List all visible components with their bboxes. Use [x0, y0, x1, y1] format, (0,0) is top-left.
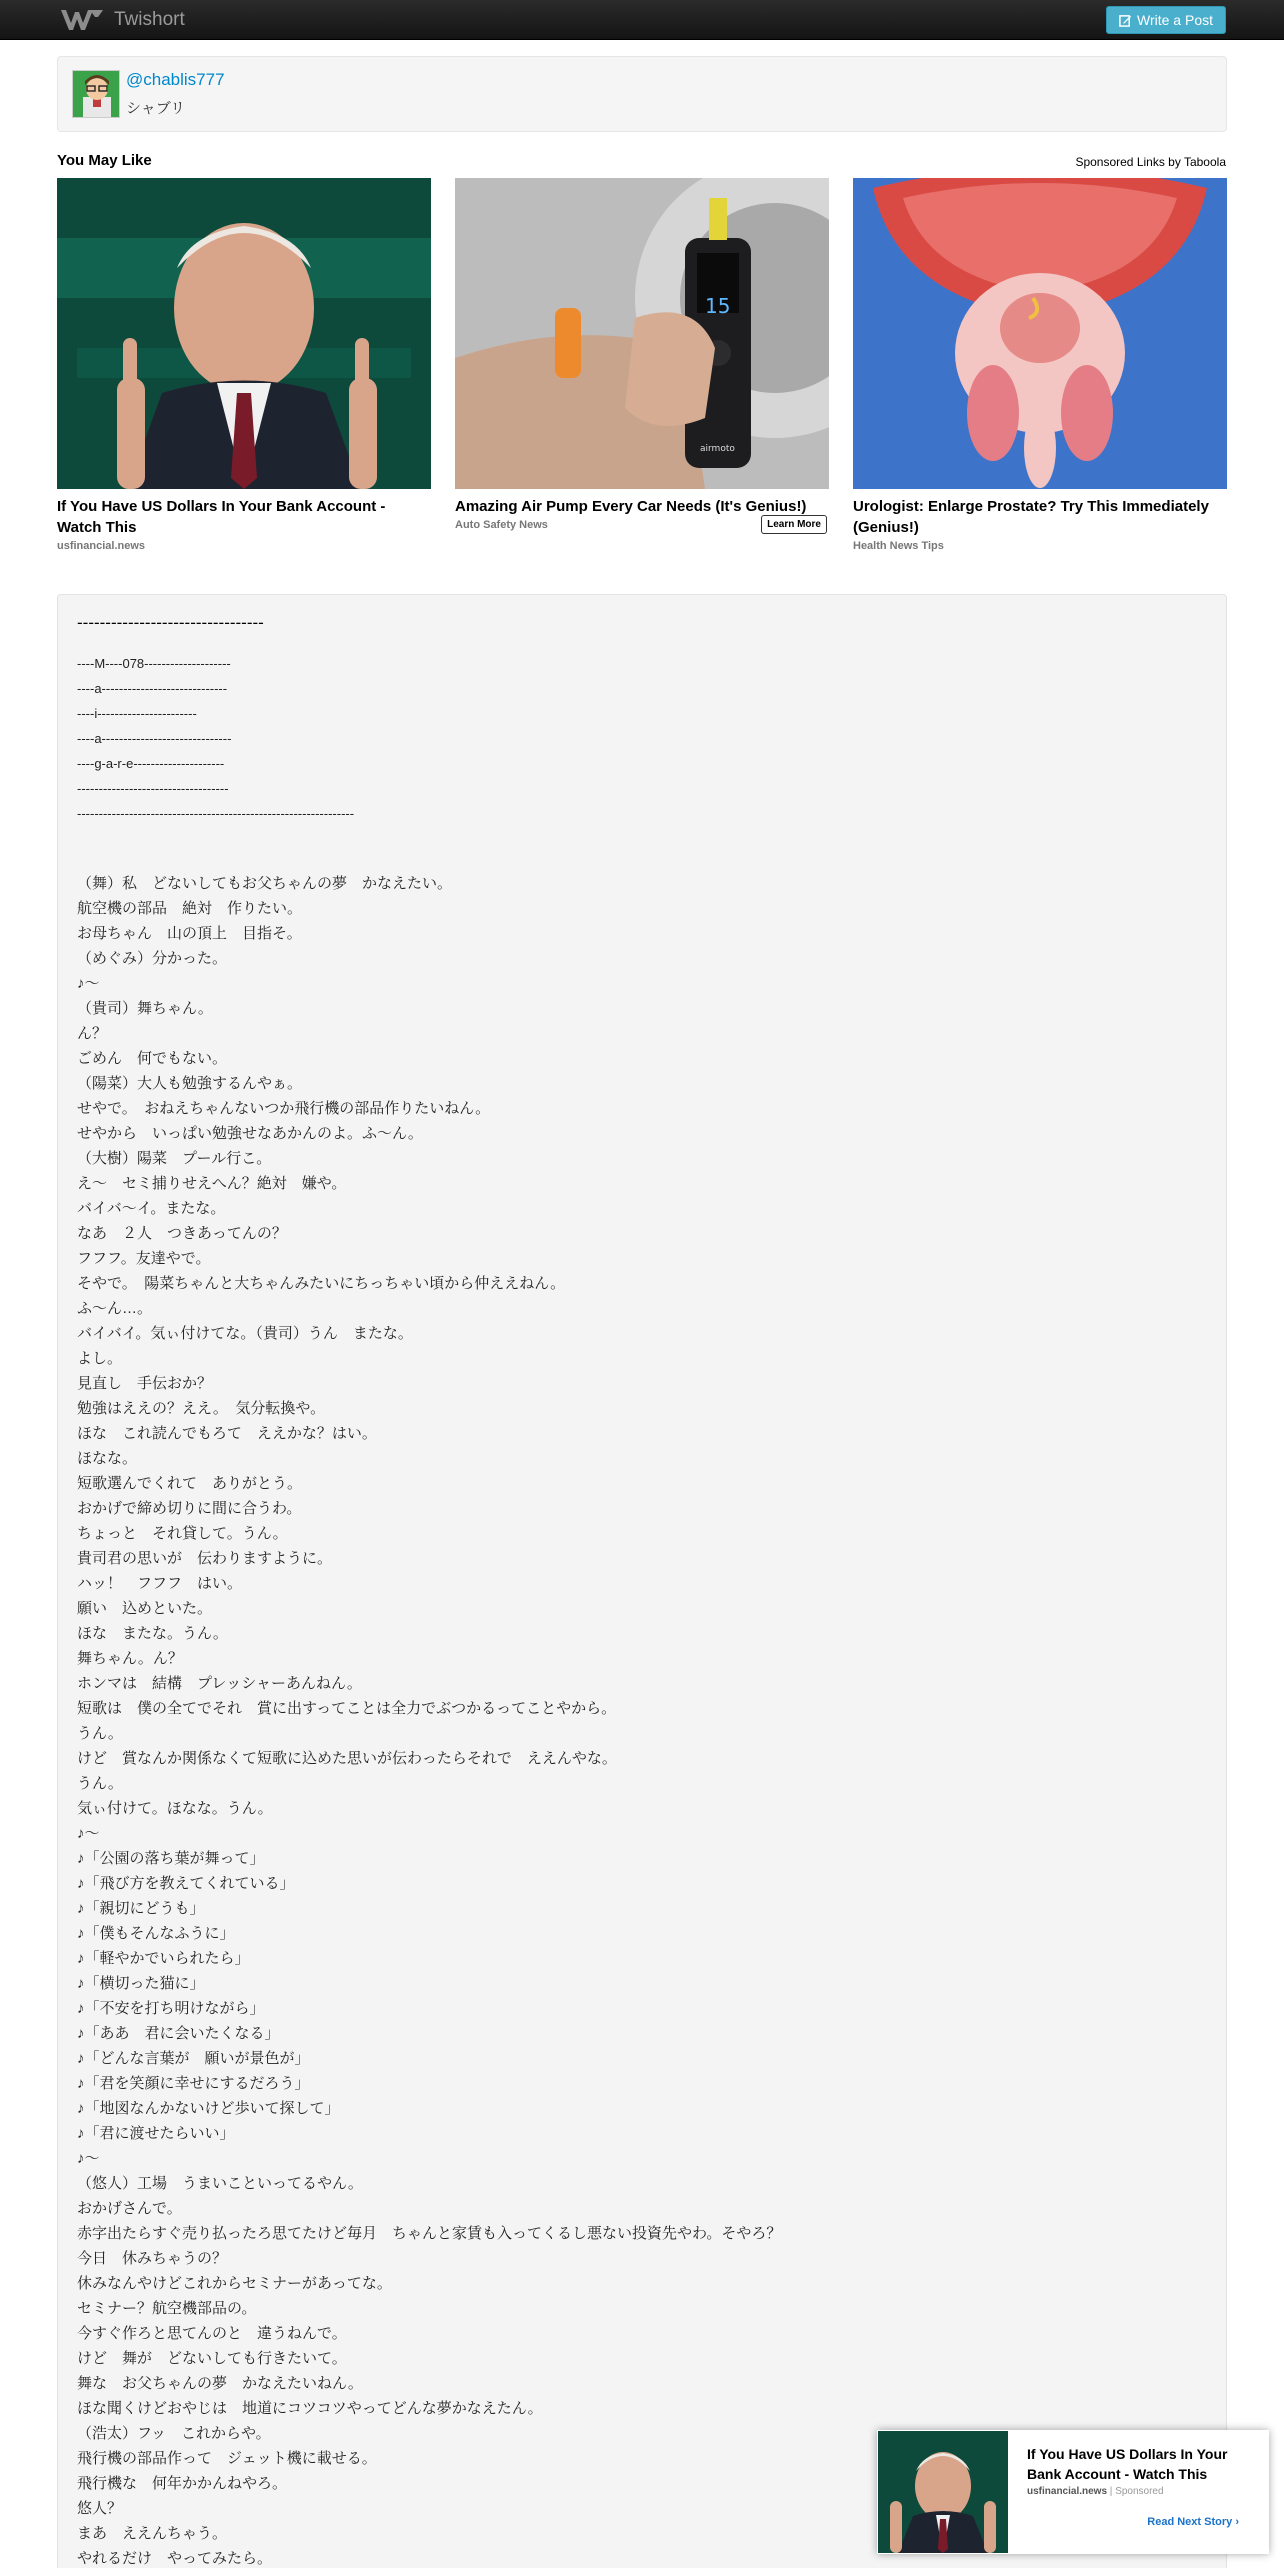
post-line: 飛行機な 何年かかんねやろ。 — [77, 2475, 288, 2492]
post-line: （舞）私 どないしてもお父ちゃんの夢 かなえたい。 — [77, 875, 453, 892]
post-line: ♪～ — [77, 1825, 100, 1842]
post-line: 今日 休みちゃうの？ — [77, 2250, 228, 2267]
post-line: ♪「地図なんかないけど歩いて探して」 — [77, 2100, 340, 2117]
post-line: ♪「僕もそんなふうに」 — [77, 1925, 235, 1942]
post-header-line: ----M----078-------------------- — [77, 656, 231, 671]
recommendation-image[interactable] — [455, 178, 829, 489]
recommendation-source: usfinancial.news — [57, 540, 146, 552]
post-line: セミナー？航空機部品の。 — [77, 2300, 257, 2317]
post-line: ♪「軽やかでいられたら」 — [77, 1950, 250, 1967]
post-line: ほな これ読んでもろて ええかな？はい。 — [77, 1425, 377, 1442]
post-line: ん？ — [77, 1025, 108, 1042]
avatar[interactable] — [72, 70, 120, 118]
post-line: 休みなんやけどこれからセミナーがあってな。 — [77, 2275, 392, 2292]
post-line: ♪～ — [77, 975, 100, 992]
edit-icon — [1119, 14, 1132, 27]
post-header-line: ----------------------------------- — [77, 781, 229, 796]
post-line: 今すぐ作ろと思てんのと 違うねんで。 — [77, 2325, 347, 2342]
post-line: ホンマは 結構 プレッシャーあんねん。 — [77, 1675, 362, 1692]
post-line: 願い 込めといた。 — [77, 1600, 213, 1617]
post-header-line: ----i----------------------- — [77, 706, 197, 721]
learn-more-button[interactable]: Learn More — [761, 515, 827, 534]
post-line: けど 賞なんか関係なくて短歌に込めた思いが伝わったらそれで ええんやな。 — [77, 1750, 617, 1767]
recommendation-title[interactable]: If You Have US Dollars In Your Bank Account - Watch This — [57, 498, 386, 536]
post-line: うん。 — [77, 1775, 123, 1792]
recommendation-title[interactable]: Amazing Air Pump Every Car Needs (It's Genius!) — [455, 498, 807, 515]
post-line: え～ セミ捕りせえへん？絶対 嫌や。 — [77, 1175, 347, 1192]
author-username[interactable]: @chablis777 — [126, 70, 225, 89]
post-line: フフフ。友達やで。 — [77, 1250, 211, 1267]
post-line: ♪「飛び方を教えてくれている」 — [77, 1875, 295, 1892]
post-line: やれるだけ やってみたら。 — [77, 2550, 273, 2567]
post-line: 見直し 手伝おか？ — [77, 1375, 213, 1392]
recommendation-source: Auto Safety News — [455, 519, 548, 531]
post-line: （大樹）陽菜 プール行こ。 — [77, 1150, 272, 1167]
recommendation-source: Health News Tips — [853, 540, 944, 552]
post-line: ハッ！ フフフ はい。 — [77, 1575, 243, 1592]
post-text — [77, 871, 781, 2568]
post-line: ♪「どんな言葉が 願いが景色が」 — [77, 2050, 310, 2067]
post-header-line: ----a----------------------------- — [77, 681, 228, 696]
recommendation-card[interactable] — [853, 178, 1227, 552]
post-line: ふ～ん…。 — [77, 1300, 153, 1317]
post-line: 短歌は 僕の全てでそれ 賞に出すってことは全力でぶつかるってことやから。 — [77, 1700, 617, 1717]
post-line: （めぐみ）分かった。 — [77, 950, 228, 967]
post-dash-line: --------------------------------- — [77, 613, 264, 632]
post-header-lines — [77, 651, 354, 826]
post-line: そやで。 陽菜ちゃんと大ちゃんみたいにちっちゃい頃から仲ええねん。 — [77, 1275, 566, 1292]
post-line: ほな またな。うん。 — [77, 1625, 228, 1642]
next-story-source-name: usfinancial.news — [1027, 2486, 1108, 2497]
post-line: 飛行機の部品作って ジェット機に載せる。 — [77, 2450, 377, 2467]
recommendation-card[interactable] — [455, 178, 829, 531]
next-story-image[interactable] — [878, 2431, 1008, 2553]
recommendation-image[interactable] — [57, 178, 431, 489]
post-header-line: ----g-a-r-e--------------------- — [77, 756, 225, 771]
brand-link[interactable] — [60, 6, 185, 34]
post-line: ♪「親切にどうも」 — [77, 1900, 205, 1917]
post-header-line: ---------------------------------------------------------------- — [77, 806, 355, 821]
post-line: ほなな。 — [77, 1450, 138, 1467]
write-post-button[interactable] — [1106, 6, 1226, 34]
post-line: なあ ２人 つきあってんの？ — [77, 1225, 287, 1242]
post-line: （浩太）フッ これからや。 — [77, 2425, 271, 2442]
chevron-right-icon: › — [1235, 2516, 1239, 2528]
post-line: ♪「不安を打ち明けながら」 — [77, 2000, 265, 2017]
post-line: うん。 — [77, 1725, 123, 1742]
pump-display-readout: 15 — [705, 294, 731, 318]
post-line: 舞な お父ちゃんの夢 かなえたいねん。 — [77, 2375, 363, 2392]
post-line: （陽菜）大人も勉強するんやぁ。 — [77, 1075, 303, 1092]
post-line: 貴司君の思いが 伝わりますように。 — [77, 1550, 333, 1567]
author-card — [57, 56, 1227, 132]
post-line: ♪「公園の落ち葉が舞って」 — [77, 1850, 265, 1867]
post-line: 赤字出たらすぐ売り払ったろ思てたけど毎月 ちゃんと家賃も入ってくるし悪ない投資先やわ。そやろ？ — [77, 2225, 782, 2242]
post-line: ♪「君を笑顔に幸せにするだろう」 — [77, 2075, 310, 2092]
taboola-sponsor-link[interactable]: Sponsored Links by Taboola — [1075, 155, 1226, 169]
author-display-name: シャブリ — [126, 100, 186, 117]
post-line: 短歌選んでくれて ありがとう。 — [77, 1475, 303, 1492]
next-story-sponsored: Sponsored — [1115, 2486, 1164, 2497]
post-line: ごめん 何でもない。 — [77, 1050, 228, 1067]
write-post-label: Write a Post — [1137, 12, 1213, 28]
post-line: ♪「君に渡せたらいい」 — [77, 2125, 235, 2142]
next-story-separator: | — [1107, 2486, 1116, 2497]
post-line: けど 舞が どないしても行きたいて。 — [77, 2350, 347, 2367]
next-story-title[interactable]: If You Have US Dollars In Your Bank Account - Watch This — [1027, 2446, 1228, 2482]
post-line: （悠人）工場 うまいこといってるやん。 — [77, 2175, 363, 2192]
post-line: 勉強はええの？ええ。 気分転換や。 — [77, 1400, 326, 1417]
post-body — [57, 594, 1227, 2568]
post-line: お母ちゃん 山の頂上 目指そ。 — [77, 925, 302, 942]
recommendations-title: You May Like — [57, 152, 152, 169]
post-line: おかげで締め切りに間に合うわ。 — [77, 1500, 302, 1517]
next-story-widget[interactable] — [877, 2430, 1269, 2554]
post-line: ♪「ああ 君に会いたくなる」 — [77, 2025, 280, 2042]
pump-brand-label: airmoto — [700, 444, 735, 454]
read-next-story-label: Read Next Story — [1147, 2516, 1233, 2528]
top-navbar — [0, 0, 1284, 40]
post-line: 気ぃ付けて。ほなな。うん。 — [77, 1800, 273, 1817]
post-line: 舞ちゃん。ん？ — [77, 1650, 183, 1667]
post-line: おかげさんで。 — [77, 2200, 182, 2217]
post-line: よし。 — [77, 1350, 123, 1367]
post-line: ほな聞くけどおやじは 地道にコツコツやってどんな夢かなえたん。 — [77, 2400, 543, 2417]
post-line: バイバイ。気ぃ付けてな。（貴司）うん またな。 — [77, 1325, 413, 1342]
post-header-line: ----a------------------------------ — [77, 731, 232, 746]
post-line: （貴司）舞ちゃん。 — [77, 1000, 213, 1017]
post-line: せやで。 おねえちゃんないつか飛行機の部品作りたいねん。 — [77, 1100, 491, 1117]
recommendation-image[interactable] — [853, 178, 1227, 489]
recommendation-card[interactable] — [57, 178, 431, 552]
read-next-story-link[interactable] — [1147, 2516, 1239, 2528]
post-line: 航空機の部品 絶対 作りたい。 — [77, 900, 303, 917]
recommendation-title[interactable]: Urologist: Enlarge Prostate? Try This Immediately (Genius!) — [853, 498, 1209, 536]
post-line: ♪～ — [77, 2150, 100, 2167]
post-line: バイバ～イ。またな。 — [77, 1200, 226, 1217]
twishort-logo-icon — [60, 7, 104, 33]
post-line: ちょっと それ貸して。うん。 — [77, 1525, 288, 1542]
post-line: まあ ええんちゃう。 — [77, 2525, 228, 2542]
post-line: 悠人？ — [77, 2500, 123, 2517]
next-story-source — [1027, 2486, 1164, 2497]
post-line: せやから いっぱい勉強せなあかんのよ。ふ～ん。 — [77, 1125, 423, 1142]
post-line: ♪「横切った猫に」 — [77, 1975, 205, 1992]
brand-name: Twishort — [114, 9, 185, 30]
